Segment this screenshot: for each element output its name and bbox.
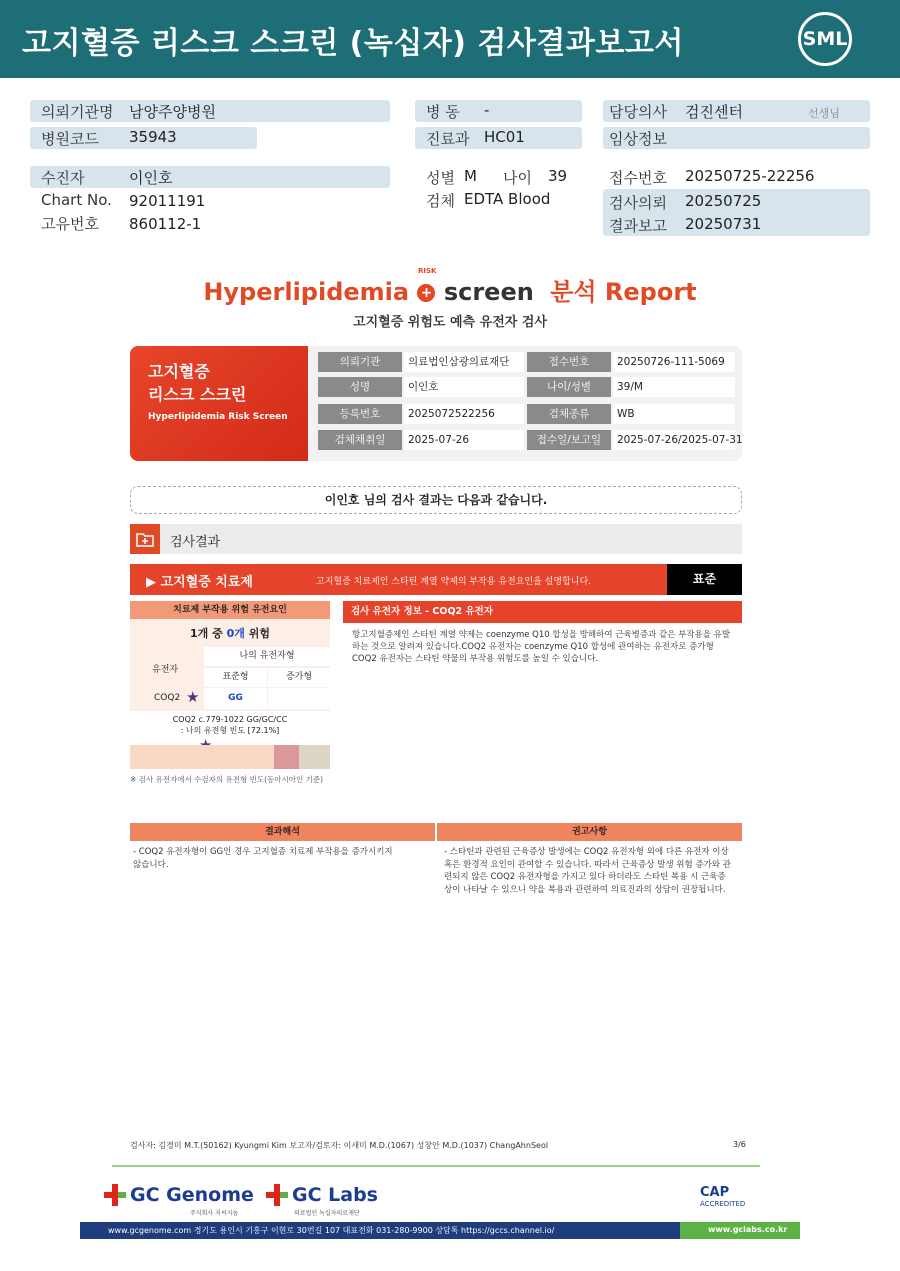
patient-name-label: 수진자: [41, 169, 85, 187]
risk-plus-icon: +: [417, 284, 435, 302]
risk-count: [130, 625, 330, 641]
gc-genome-sub: 주식회사 지씨지놈: [190, 1210, 239, 1217]
title-hyperlipidemia: Hyperlipidemia: [203, 278, 410, 306]
footer-divider: [112, 1165, 760, 1167]
my-genotype-header: 나의 유전자형: [204, 647, 330, 666]
dept-label: 진료과: [426, 130, 470, 148]
institution-label: 의뢰기관명: [41, 103, 114, 121]
gc-cross-logo-icon: [104, 1184, 126, 1206]
frequency-text: [130, 714, 330, 736]
standard-col-header: 표준형: [204, 668, 267, 687]
cap-accredited: ACCREDITED: [700, 1200, 746, 1208]
req-label: 검사의뢰: [609, 194, 667, 212]
institution-value: 남양주양병원: [129, 103, 216, 121]
recv-value: 20250725-22256: [685, 167, 815, 185]
signature-line: 검사자: 김경미 M.T.(50162) Kyungmi Kim 보고자/검토자: 이새미 M.D.(1067) 성창안 M.D.(1037) ChangAhnSeol: [130, 1141, 549, 1150]
recv-label: 접수번호: [609, 169, 667, 187]
report-subtitle: 고지혈증 위험도 예측 유전자 검사: [353, 315, 547, 330]
gc-labs-logo: GC Labs: [292, 1184, 378, 1206]
advice-header: 권고사항: [437, 823, 742, 841]
card-value: 이인호: [404, 377, 524, 397]
title-screen: screen: [443, 278, 534, 306]
report-product-title: [0, 272, 900, 307]
sex-value: M: [464, 167, 477, 185]
interpretation-text: - COQ2 유전자형이 GG인 경우 고지혈증 치료제 부작용을 증가시키지 않습니다.: [133, 847, 393, 870]
increase-col-header: 증가형: [268, 668, 330, 687]
star-icon: ★: [186, 688, 200, 706]
card-label: 검체채취일: [318, 430, 402, 450]
age-value: 39: [548, 167, 568, 185]
report-title: 고지혈증 리스크 스크린 (녹십자) 검사결과보고서: [22, 26, 684, 61]
gene-info-text: 항고지혈증제인 스타틴 계열 약제는 coenzyme Q10 합성을 방해하여 근육병증과 같은 부작용을 유발하는 것으로 알려져 있습니다.COQ2 유전자는 coenzyme Q10 합성에 관여하는 유전자로 증가형 COQ2 유전자는 스타틴 약물의 부작용 위험도를 높일 수 있습니다.: [352, 630, 731, 664]
footer-url: www.gclabs.co.kr: [708, 1225, 788, 1234]
title-report: 분석 Report: [550, 278, 697, 306]
card-label: 의뢰기관: [318, 352, 402, 372]
count-pre: 1개 중: [190, 627, 223, 640]
standard-genotype-value: GG: [204, 688, 267, 709]
card-value: 2025-07-26: [404, 430, 524, 450]
interpretation-header: 결과해석: [130, 823, 435, 841]
chart-value: 92011191: [129, 192, 206, 210]
treatment-status-badge: 표준: [667, 564, 742, 595]
chart-label: Chart No.: [41, 191, 112, 209]
patient-name-value: 이인호: [129, 169, 173, 187]
count-post: 위험: [248, 627, 270, 640]
gene-col-header: 유전자: [152, 665, 179, 675]
frequency-note: ※ 검사 유전자에서 수검자의 유전형 빈도(동아시아인 기준): [130, 775, 324, 784]
product-card: [130, 346, 308, 461]
gc-labs-sub: 의료법인 녹십자의료재단: [294, 1210, 360, 1217]
card-value: 2025072522256: [404, 404, 524, 424]
treatment-desc: 고지혈증 치료제인 스타틴 계열 약제의 부작용 유전요인을 설명합니다.: [316, 577, 592, 587]
card-title-2: 리스크 스크린: [148, 385, 247, 404]
sml-logo: SML: [798, 12, 852, 66]
treatment-title: ▶ 고지혈증 치료제: [146, 575, 253, 590]
doctor-label: 담당의사: [609, 103, 667, 121]
card-value: 의료법인삼광의료재단: [404, 352, 524, 372]
card-info-table: [308, 346, 742, 461]
card-title-1: 고지혈증: [148, 362, 210, 381]
freq-segment-other: [299, 745, 330, 769]
cap-logo: CAP: [700, 1185, 730, 1200]
age-label: 나이: [503, 169, 532, 187]
page-number: 3/6: [733, 1140, 746, 1149]
card-value: WB: [613, 404, 735, 424]
folder-plus-icon: [130, 524, 160, 554]
card-label: 나이/성별: [527, 377, 611, 397]
count-num: 0개: [226, 627, 245, 640]
gene-info-header: 검사 유전자 정보 - COQ2 유전자: [343, 601, 742, 623]
specimen-value: EDTA Blood: [464, 190, 551, 208]
sex-label: 성별: [426, 169, 455, 187]
gc-genome-logo: GC Genome: [130, 1184, 254, 1206]
freq-line-1: COQ2 c.779-1022 GG/GC/CC: [172, 715, 288, 724]
frequency-bar: [130, 745, 330, 769]
card-label: 접수일/보고일: [527, 430, 611, 450]
gene-box-header: 치료제 부작용 위험 유전요인: [130, 601, 330, 619]
card-label: 성명: [318, 377, 402, 397]
card-label: 검체종류: [527, 404, 611, 424]
id-label: 고유번호: [41, 215, 99, 233]
freq-segment-standard: [130, 745, 274, 769]
report-value: 20250731: [685, 215, 762, 233]
card-value: 39/M: [613, 377, 735, 397]
card-value: 2025-07-26/2025-07-31: [613, 430, 735, 450]
dept-value: HC01: [484, 128, 525, 146]
code-label: 병원코드: [41, 130, 99, 148]
report-label: 결과보고: [609, 217, 667, 235]
doctor-value: 검진센터: [685, 103, 743, 121]
ward-label: 병 동: [426, 103, 460, 121]
footer-address: www.gcgenome.com 경기도 용인시 기흥구 이현로 30번길 107 대표전화 031-280-9900 상담톡 https://gccs.channel.io/: [108, 1226, 555, 1235]
req-value: 20250725: [685, 192, 762, 210]
section-title: 검사결과: [170, 535, 221, 550]
advice-text: - 스타틴과 관련된 근육증상 발생에는 COQ2 유전자형 외에 다른 유전자 이상 혹은 환경적 요인이 관여할 수 있습니다. 따라서 근육증상 발생 위험 증가와 관련되지 않은 COQ2 유전자형을 가지고 있다 하더라도 스타틴 복용 시 근육증상이 나타날 수 있으니 약을 복용과 관련하여 의료진과의 상담이 권장됩니다.: [444, 847, 731, 895]
card-label: 등록번호: [318, 404, 402, 424]
card-value: 20250726-111-5069: [613, 352, 735, 372]
greeting-box: 이인호 님의 검사 결과는 다음과 같습니다.: [130, 486, 742, 514]
clinical-label: 임상정보: [609, 130, 667, 148]
doctor-suffix: 선생님: [808, 107, 840, 120]
increase-genotype-value: [268, 688, 330, 709]
card-title-en: Hyperlipidemia Risk Screen: [148, 412, 288, 422]
risk-mark: RISK: [418, 267, 437, 275]
gc-cross-logo-icon: [266, 1184, 288, 1206]
card-label: 접수번호: [527, 352, 611, 372]
id-value: 860112-1: [129, 215, 202, 233]
freq-line-2: : 나의 유전형 빈도 [72.1%]: [180, 726, 280, 735]
freq-segment-mid: [274, 745, 299, 769]
specimen-label: 검체: [426, 192, 455, 210]
ward-value: -: [484, 101, 490, 119]
section-bar: [130, 524, 742, 554]
code-value: 35943: [129, 128, 177, 146]
gene-name: COQ2: [154, 693, 181, 703]
